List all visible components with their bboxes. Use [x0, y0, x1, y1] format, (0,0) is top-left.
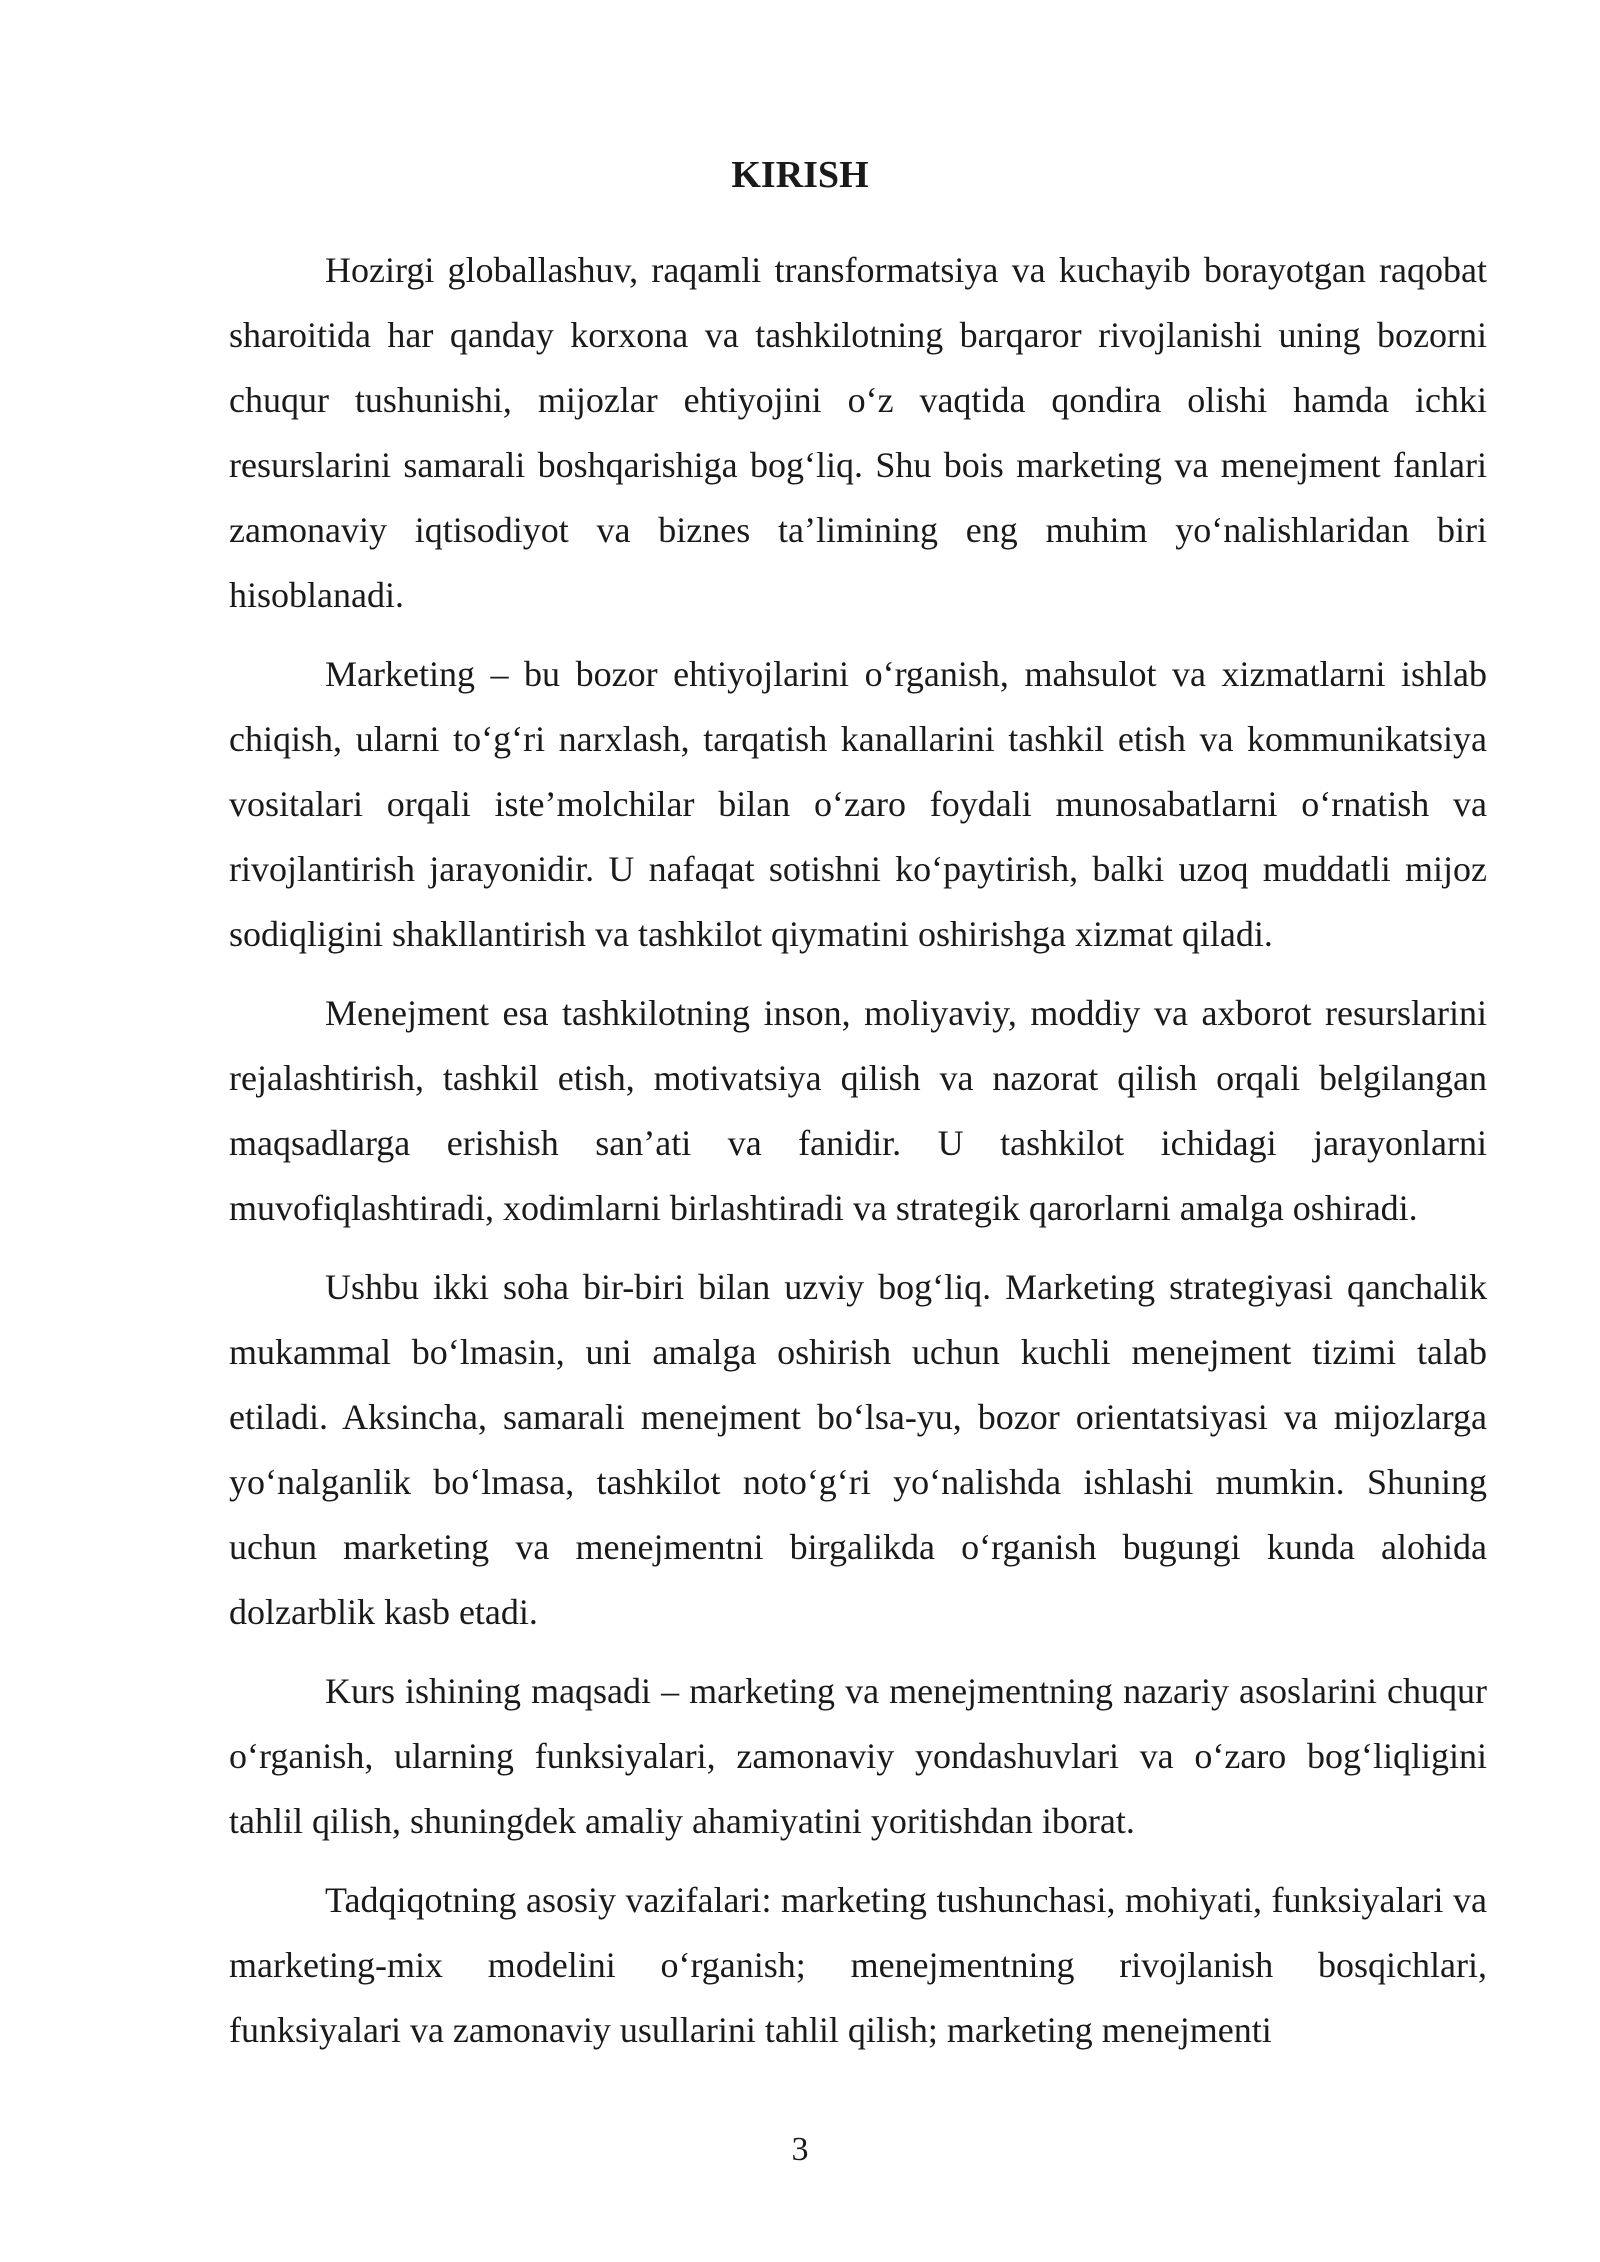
page-heading: KIRISH [731, 154, 869, 196]
paragraph-goal: Kurs ishining maqsadi – marketing va menejmentning nazariy asoslarini chuqur o‘rganish, ularning funksiyalari, zamonaviy yondashuvlari va o‘zaro bog‘liqligini tahlil qilish, shuningdek amaliy ahamiyatini yoritishdan iborat. [229, 1671, 1487, 1841]
paragraph-relationship: Ushbu ikki soha bir-biri bilan uzviy bog‘liq. Marketing strategiyasi qanchalik mukammal bo‘lmasin, uni amalga oshirish uchun kuchli menejment tizimi talab etiladi. Aksincha, samarali menejment bo‘lsa-yu, bozor orientatsiyasi va mijozlarga yo‘nalganlik bo‘lmasa, tashkilot noto‘g‘ri yo‘nalishda ishlashi mumkin. Shuning uchun marketing va menejmentni birgalikda o‘rganish bugungi kunda alohida dolzarblik kasb etadi. [229, 1267, 1487, 1632]
paragraph-intro: Hozirgi globallashuv, raqamli transformatsiya va kuchayib borayotgan raqobat sharoitida har qanday korxona va tashkilotning barqaror rivojlanishi uning bozorni chuqur tushunishi, mijozlar ehtiyojini o‘z vaqtida qondira olishi hamda ichki resurslarini samarali boshqarishiga bog‘liq. Shu bois marketing va menejment fanlari zamonaviy iqtisodiyot va biznes ta’limining eng muhim yo‘nalishlaridan biri hisoblanadi. [229, 250, 1487, 615]
paragraph-tasks: Tadqiqotning asosiy vazifalari: marketing tushunchasi, mohiyati, funksiyalari va marketing-mix modelini o‘rganish; menejmentning rivojlanish bosqichlari, funksiyalari va zamonaviy usullarini tahlil qilish; marketing menejmenti [229, 1880, 1487, 2050]
page-number: 3 [791, 2131, 809, 2168]
document-body [229, 238, 1487, 2077]
paragraph-marketing: Marketing – bu bozor ehtiyojlarini o‘rganish, mahsulot va xizmatlarni ishlab chiqish, ularni to‘g‘ri narxlash, tarqatish kanallarini tashkil etish va kommunikatsiya vositalari orqali iste’molchilar bilan o‘zaro foydali munosabatlarni o‘rnatish va rivojlantirish jarayonidir. U nafaqat sotishni ko‘paytirish, balki uzoq muddatli mijoz sodiqligini shakllantirish va tashkilot qiymatini oshirishga xizmat qiladi. [229, 654, 1487, 954]
paragraph-management: Menejment esa tashkilotning inson, moliyaviy, moddiy va axborot resurslarini rejalashtirish, tashkil etish, motivatsiya qilish va nazorat qilish orqali belgilangan maqsadlarga erishish san’ati va fanidir. U tashkilot ichidagi jarayonlarni muvofiqlashtiradi, xodimlarni birlashtiradi va strategik qarorlarni amalga oshiradi. [229, 993, 1487, 1228]
